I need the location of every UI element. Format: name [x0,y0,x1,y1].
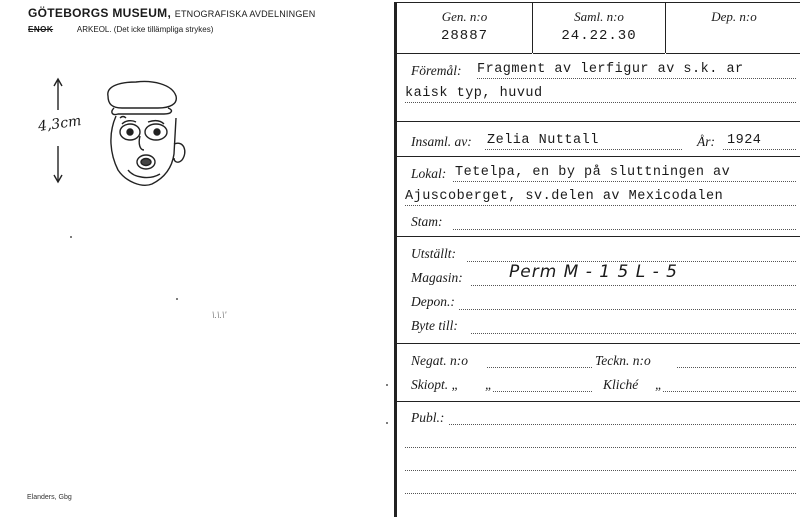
speck [176,298,178,300]
dotted-line [453,181,796,182]
dotted-line [405,470,796,471]
publ-label: Publ.: [411,410,445,425]
speck [386,384,388,386]
section-divider [397,343,800,344]
insaml-label: Insaml. av: [411,134,472,149]
depon-label: Depon.: [411,294,455,309]
dep-number-label: Dep. n:o [711,9,757,24]
archaeology-note: ARKEOL. (Det icke tillämpliga strykes) [76,25,214,34]
dotted-line [405,205,796,206]
department-subheader [28,25,213,34]
dep-number-box [666,3,800,54]
gen-number-value: 28887 [440,28,488,44]
foremal-line-1: Fragment av lerfigur av s.k. ar [477,62,744,77]
department-name: ETNOGRAFISKA AVDELNINGEN [174,9,316,19]
museum-name: GÖTEBORGS MUSEUM, [28,6,172,20]
dotted-line [477,78,796,79]
teckn-label: Teckn. n:o [595,353,651,368]
dotted-line [663,391,796,392]
dotted-line [405,102,796,103]
pencil-note: \.\.\' [212,310,227,320]
section-divider [397,236,800,237]
dotted-line [459,309,796,310]
speck [386,422,388,424]
kliche-label: Kliché [603,377,639,392]
stam-label: Stam: [411,214,443,229]
dotted-line [471,333,796,334]
lokal-line-1: Tetelpa, en by på sluttningen av [455,165,731,180]
dotted-line [493,391,592,392]
dotted-line [677,367,796,368]
dotted-line [449,424,796,425]
magasin-value: Perm M - 1 5 L - 5 [509,262,678,282]
foremal-label: Föremål: [411,63,462,78]
ar-value: 1924 [727,133,762,148]
skiopt-label: Skiopt. „ [411,377,460,392]
byte-label: Byte till: [411,318,458,333]
dotted-line [453,229,796,230]
saml-number-value: 24.22.30 [561,28,637,44]
struck-department: ENOK [28,25,54,34]
insaml-value: Zelia Nuttall [487,133,599,148]
saml-number-box [533,3,665,54]
dotted-line [405,447,796,448]
dotted-line [485,149,682,150]
magasin-label: Magasin: [411,270,463,285]
measurement-label: 4,3cm [37,113,83,135]
gen-number-label: Gen. n:o [441,9,488,24]
utstallt-label: Utställt: [411,246,457,261]
section-divider [397,401,800,402]
printer-credit: Elanders, Gbg [27,494,72,501]
museum-header [28,6,315,20]
catalogue-card [394,2,800,517]
negat-label: Negat. n:o [411,353,468,368]
lokal-label: Lokal: [411,166,447,181]
section-divider [397,156,800,157]
dotted-line [487,367,592,368]
dotted-line [471,285,796,286]
skiopt-quote: „ [485,377,493,392]
ar-label: År: [697,134,715,149]
speck [70,236,72,238]
saml-number-label: Saml. n:o [574,9,624,24]
gen-number-box [397,3,532,54]
section-divider [397,121,800,122]
dotted-line [405,493,796,494]
dotted-line [723,149,796,150]
kliche-quote: „ [655,377,663,392]
figure-head-sketch [100,74,190,194]
lokal-line-2: Ajuscoberget, sv.delen av Mexicodalen [405,189,724,204]
foremal-line-2: kaisk typ, huvud [405,86,543,101]
